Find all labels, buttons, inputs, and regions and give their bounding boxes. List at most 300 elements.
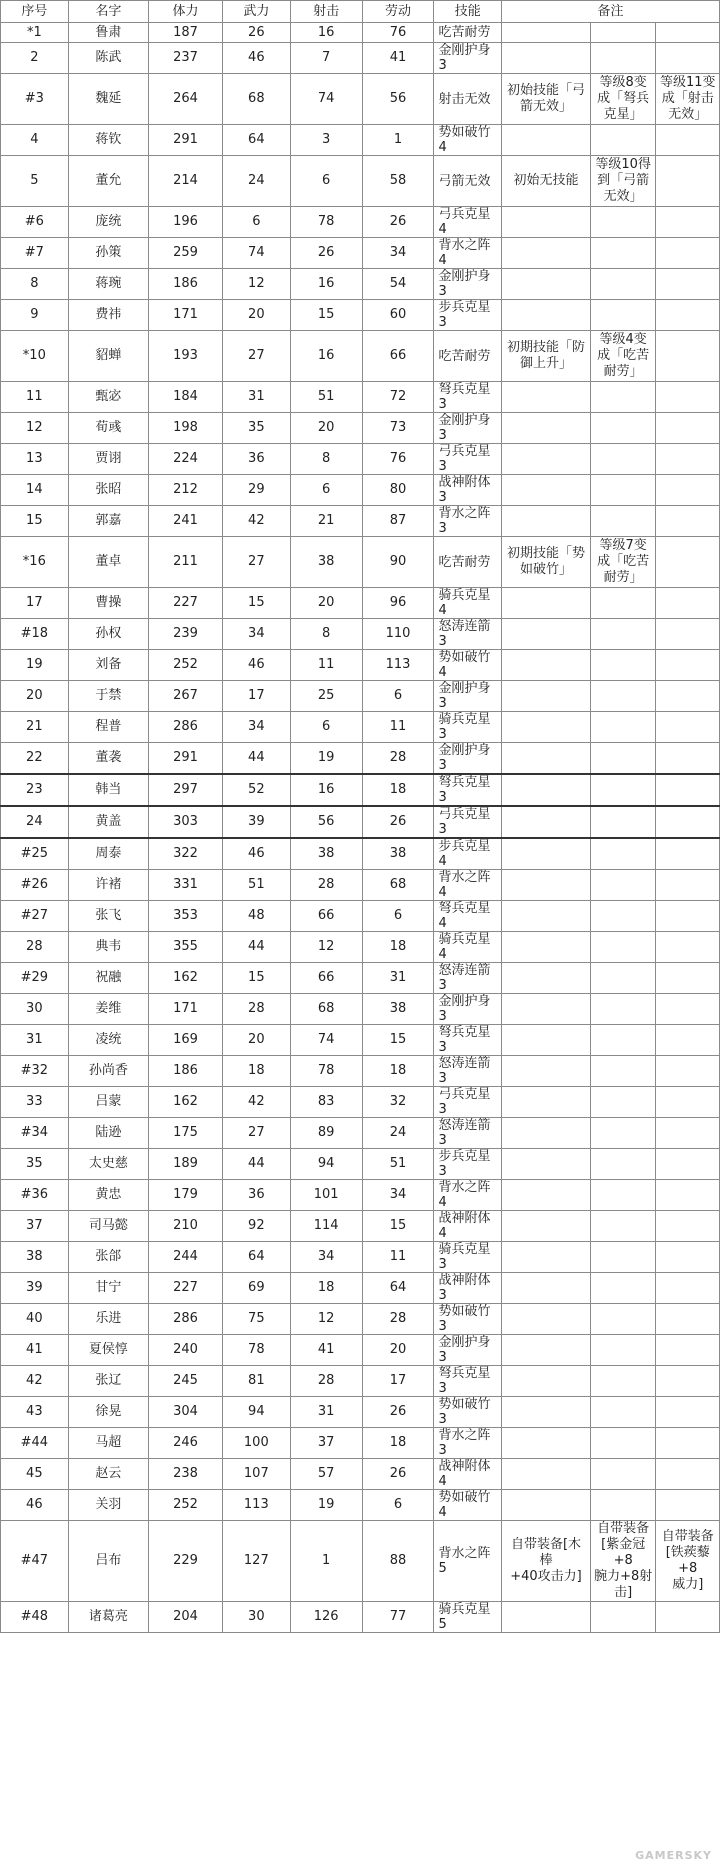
cell-note [502,444,591,475]
watermark: GAMERSKY [635,1849,712,1862]
cell-labor: 80 [362,475,434,506]
header-skill: 技能 [434,1,502,23]
cell-note [502,238,591,269]
cell-shoot: 6 [290,475,362,506]
cell-name: 黄盖 [68,806,148,838]
cell-hp: 353 [149,901,223,932]
cell-name: 刘备 [68,650,148,681]
cell-no: #6 [1,207,69,238]
cell-shoot: 19 [290,1490,362,1521]
cell-skill: 弓兵克星 3 [434,1087,502,1118]
cell-note [656,207,720,238]
cell-hp: 189 [149,1149,223,1180]
header-labor: 劳动 [362,1,434,23]
cell-note [590,1459,656,1490]
cell-str: 24 [223,156,291,207]
cell-labor: 18 [362,1056,434,1087]
cell-note [502,870,591,901]
cell-note [656,1149,720,1180]
cell-labor: 18 [362,774,434,806]
cell-hp: 198 [149,413,223,444]
cell-hp: 187 [149,23,223,43]
cell-note [590,1304,656,1335]
cell-note: 等级10得 到「弓箭 无效」 [590,156,656,207]
table-row [1,870,720,901]
cell-no: 20 [1,681,69,712]
table-row [1,74,720,125]
cell-note [656,331,720,382]
cell-hp: 196 [149,207,223,238]
table-row [1,994,720,1025]
cell-name: 凌统 [68,1025,148,1056]
cell-note [590,23,656,43]
cell-note [590,475,656,506]
table-row [1,838,720,870]
cell-labor: 41 [362,43,434,74]
cell-note [656,870,720,901]
cell-name: 太史慈 [68,1149,148,1180]
cell-labor: 58 [362,156,434,207]
cell-skill: 势如破竹 3 [434,1304,502,1335]
cell-note [502,43,591,74]
cell-shoot: 16 [290,331,362,382]
cell-str: 100 [223,1428,291,1459]
cell-note [502,963,591,994]
table-row [1,932,720,963]
cell-labor: 34 [362,1180,434,1211]
cell-note [656,650,720,681]
cell-labor: 15 [362,1211,434,1242]
table-row [1,901,720,932]
cell-note [656,901,720,932]
cell-note [656,681,720,712]
cell-hp: 210 [149,1211,223,1242]
cell-note [502,650,591,681]
cell-note [590,125,656,156]
cell-skill: 怒涛连箭 3 [434,1118,502,1149]
cell-hp: 186 [149,269,223,300]
table-row [1,1304,720,1335]
cell-str: 27 [223,331,291,382]
cell-skill: 弩兵克星 3 [434,1366,502,1397]
cell-name: 庞统 [68,207,148,238]
cell-shoot: 19 [290,743,362,775]
cell-name: 夏侯惇 [68,1335,148,1366]
cell-str: 46 [223,43,291,74]
cell-note [656,806,720,838]
table-row [1,1025,720,1056]
cell-no: 38 [1,1242,69,1273]
cell-str: 26 [223,23,291,43]
cell-shoot: 20 [290,588,362,619]
cell-name: 甄宓 [68,382,148,413]
cell-note [656,1335,720,1366]
table-row [1,1211,720,1242]
cell-no: 24 [1,806,69,838]
table-row [1,207,720,238]
cell-str: 44 [223,1149,291,1180]
cell-note [590,650,656,681]
cell-shoot: 18 [290,1273,362,1304]
cell-str: 15 [223,588,291,619]
cell-labor: 88 [362,1521,434,1602]
cell-no: 37 [1,1211,69,1242]
cell-note [502,1242,591,1273]
cell-labor: 76 [362,444,434,475]
cell-shoot: 28 [290,1366,362,1397]
cell-note [502,300,591,331]
cell-note [590,207,656,238]
cell-str: 6 [223,207,291,238]
cell-note: 自带装备 [铁蒺藜+8 威力] [656,1521,720,1602]
cell-str: 36 [223,1180,291,1211]
cell-skill: 背水之阵 4 [434,238,502,269]
header-shoot: 射击 [290,1,362,23]
cell-skill: 背水之阵 4 [434,870,502,901]
cell-note [502,932,591,963]
cell-no: 17 [1,588,69,619]
cell-note [502,806,591,838]
header-hp: 体力 [149,1,223,23]
cell-str: 30 [223,1602,291,1633]
cell-no: 12 [1,413,69,444]
cell-shoot: 38 [290,537,362,588]
cell-no: #47 [1,1521,69,1602]
table-row [1,681,720,712]
cell-note [502,1602,591,1633]
cell-no: #25 [1,838,69,870]
cell-hp: 229 [149,1521,223,1602]
cell-note [502,681,591,712]
cell-labor: 66 [362,331,434,382]
cell-hp: 175 [149,1118,223,1149]
cell-no: #27 [1,901,69,932]
cell-name: 董袭 [68,743,148,775]
table-row [1,1366,720,1397]
cell-skill: 势如破竹 4 [434,650,502,681]
cell-name: 关羽 [68,1490,148,1521]
cell-note [590,444,656,475]
cell-note [656,932,720,963]
cell-labor: 6 [362,1490,434,1521]
cell-no: 4 [1,125,69,156]
cell-labor: 32 [362,1087,434,1118]
cell-no: #7 [1,238,69,269]
cell-name: 陆逊 [68,1118,148,1149]
cell-note [502,1025,591,1056]
cell-shoot: 89 [290,1118,362,1149]
cell-str: 46 [223,650,291,681]
cell-hp: 331 [149,870,223,901]
cell-str: 64 [223,1242,291,1273]
cell-note [590,238,656,269]
cell-no: 33 [1,1087,69,1118]
cell-no: 21 [1,712,69,743]
cell-note [656,619,720,650]
cell-note [656,1602,720,1633]
cell-note [502,1490,591,1521]
cell-note [502,774,591,806]
cell-note [502,619,591,650]
cell-hp: 252 [149,1490,223,1521]
cell-shoot: 66 [290,901,362,932]
cell-no: 41 [1,1335,69,1366]
cell-shoot: 83 [290,1087,362,1118]
cell-name: 张辽 [68,1366,148,1397]
cell-note [590,269,656,300]
cell-str: 29 [223,475,291,506]
cell-str: 39 [223,806,291,838]
cell-note [502,506,591,537]
cell-note [502,1459,591,1490]
cell-labor: 11 [362,712,434,743]
cell-shoot: 31 [290,1397,362,1428]
cell-shoot: 114 [290,1211,362,1242]
cell-hp: 241 [149,506,223,537]
cell-hp: 227 [149,1273,223,1304]
cell-note [590,1273,656,1304]
table-row [1,1521,720,1602]
cell-name: 韩当 [68,774,148,806]
cell-note [590,994,656,1025]
cell-skill: 吃苦耐劳 [434,331,502,382]
cell-str: 42 [223,506,291,537]
cell-skill: 骑兵克星 5 [434,1602,502,1633]
table-row [1,1397,720,1428]
cell-no: 40 [1,1304,69,1335]
cell-hp: 171 [149,994,223,1025]
cell-note [502,1149,591,1180]
cell-name: 吕布 [68,1521,148,1602]
cell-no: #36 [1,1180,69,1211]
cell-skill: 吃苦耐劳 [434,23,502,43]
cell-skill: 势如破竹 4 [434,125,502,156]
cell-labor: 1 [362,125,434,156]
cell-shoot: 15 [290,300,362,331]
cell-shoot: 101 [290,1180,362,1211]
cell-hp: 322 [149,838,223,870]
cell-note [502,743,591,775]
cell-name: 魏延 [68,74,148,125]
cell-note [590,1366,656,1397]
cell-shoot: 74 [290,74,362,125]
table-row [1,444,720,475]
cell-no: 46 [1,1490,69,1521]
cell-hp: 267 [149,681,223,712]
table-row [1,1428,720,1459]
cell-name: 张飞 [68,901,148,932]
header-row [1,1,720,23]
cell-note [656,444,720,475]
cell-note [656,1490,720,1521]
cell-note [656,774,720,806]
cell-no: *16 [1,537,69,588]
cell-shoot: 26 [290,238,362,269]
table-row [1,238,720,269]
cell-note [656,475,720,506]
cell-name: 赵云 [68,1459,148,1490]
cell-hp: 227 [149,588,223,619]
cell-shoot: 78 [290,1056,362,1087]
cell-no: 2 [1,43,69,74]
cell-str: 17 [223,681,291,712]
cell-note [502,382,591,413]
table-row [1,1180,720,1211]
cell-note [656,963,720,994]
cell-note [590,382,656,413]
cell-skill: 背水之阵 5 [434,1521,502,1602]
cell-name: 费祎 [68,300,148,331]
cell-skill: 怒涛连箭 3 [434,619,502,650]
cell-skill: 骑兵克星 4 [434,932,502,963]
cell-shoot: 1 [290,1521,362,1602]
cell-skill: 战神附体 4 [434,1211,502,1242]
cell-shoot: 8 [290,444,362,475]
cell-note [656,712,720,743]
table-row [1,743,720,775]
cell-note [502,588,591,619]
cell-hp: 212 [149,475,223,506]
cell-note [590,1602,656,1633]
cell-labor: 38 [362,838,434,870]
cell-skill: 势如破竹 3 [434,1397,502,1428]
table-row [1,806,720,838]
cell-note [590,1335,656,1366]
cell-skill: 金刚护身 3 [434,43,502,74]
cell-hp: 246 [149,1428,223,1459]
cell-no: 23 [1,774,69,806]
cell-str: 81 [223,1366,291,1397]
cell-note [656,382,720,413]
cell-skill: 怒涛连箭 3 [434,1056,502,1087]
cell-no: #3 [1,74,69,125]
table-row [1,331,720,382]
cell-labor: 96 [362,588,434,619]
cell-skill: 金刚护身 3 [434,413,502,444]
cell-name: 陈武 [68,43,148,74]
header-no: 序号 [1,1,69,23]
cell-note [590,838,656,870]
cell-note [656,1366,720,1397]
cell-labor: 26 [362,806,434,838]
cell-name: 曹操 [68,588,148,619]
cell-note: 自带装备 [紫金冠+8 腕力+8射 击] [590,1521,656,1602]
table-row [1,156,720,207]
cell-name: 孙策 [68,238,148,269]
cell-note [656,1211,720,1242]
cell-name: 徐晃 [68,1397,148,1428]
cell-skill: 步兵克星 3 [434,1149,502,1180]
cell-labor: 15 [362,1025,434,1056]
table-row [1,537,720,588]
cell-no: #26 [1,870,69,901]
cell-note [656,588,720,619]
cell-skill: 背水之阵 3 [434,1428,502,1459]
cell-str: 51 [223,870,291,901]
cell-hp: 224 [149,444,223,475]
cell-no: 8 [1,269,69,300]
cell-note: 等级4变 成「吃苦 耐劳」 [590,331,656,382]
cell-no: 45 [1,1459,69,1490]
cell-note [590,963,656,994]
cell-note [590,1211,656,1242]
cell-note [656,269,720,300]
cell-note [656,1459,720,1490]
cell-name: 荀彧 [68,413,148,444]
cell-labor: 26 [362,1397,434,1428]
table-row [1,712,720,743]
cell-labor: 20 [362,1335,434,1366]
cell-name: 张昭 [68,475,148,506]
cell-name: 孙权 [68,619,148,650]
table-row [1,1056,720,1087]
cell-note [656,156,720,207]
table-row [1,300,720,331]
cell-note [502,1273,591,1304]
cell-note [590,806,656,838]
cell-note [502,1366,591,1397]
cell-shoot: 41 [290,1335,362,1366]
cell-name: 鲁肃 [68,23,148,43]
cell-hp: 240 [149,1335,223,1366]
cell-no: *10 [1,331,69,382]
cell-shoot: 7 [290,43,362,74]
cell-note [590,1087,656,1118]
cell-note [656,1056,720,1087]
cell-shoot: 66 [290,963,362,994]
cell-labor: 6 [362,901,434,932]
cell-note [656,1118,720,1149]
cell-skill: 弓兵克星 3 [434,806,502,838]
cell-hp: 204 [149,1602,223,1633]
cell-skill: 吃苦耐劳 [434,537,502,588]
cell-hp: 162 [149,1087,223,1118]
cell-note [590,619,656,650]
cell-skill: 骑兵克星 4 [434,588,502,619]
table-row [1,1459,720,1490]
cell-name: 诸葛亮 [68,1602,148,1633]
cell-str: 34 [223,712,291,743]
cell-labor: 51 [362,1149,434,1180]
header-note: 备注 [502,1,720,23]
cell-skill: 骑兵克星 3 [434,712,502,743]
table-row [1,1335,720,1366]
cell-name: 姜维 [68,994,148,1025]
table-row [1,1490,720,1521]
cell-skill: 弓兵克星 3 [434,444,502,475]
cell-name: 董允 [68,156,148,207]
cell-name: 乐进 [68,1304,148,1335]
table-row [1,1087,720,1118]
cell-skill: 金刚护身 3 [434,994,502,1025]
cell-note [590,681,656,712]
cell-shoot: 3 [290,125,362,156]
cell-note: 等级11变 成「射击 无效」 [656,74,720,125]
cell-shoot: 16 [290,269,362,300]
cell-name: 马超 [68,1428,148,1459]
cell-note [502,1180,591,1211]
cell-skill: 金刚护身 3 [434,1335,502,1366]
cell-shoot: 37 [290,1428,362,1459]
cell-name: 蒋钦 [68,125,148,156]
cell-note [502,1335,591,1366]
cell-no: 30 [1,994,69,1025]
cell-note [590,901,656,932]
cell-shoot: 6 [290,712,362,743]
cell-name: 许褚 [68,870,148,901]
cell-str: 15 [223,963,291,994]
cell-str: 44 [223,932,291,963]
